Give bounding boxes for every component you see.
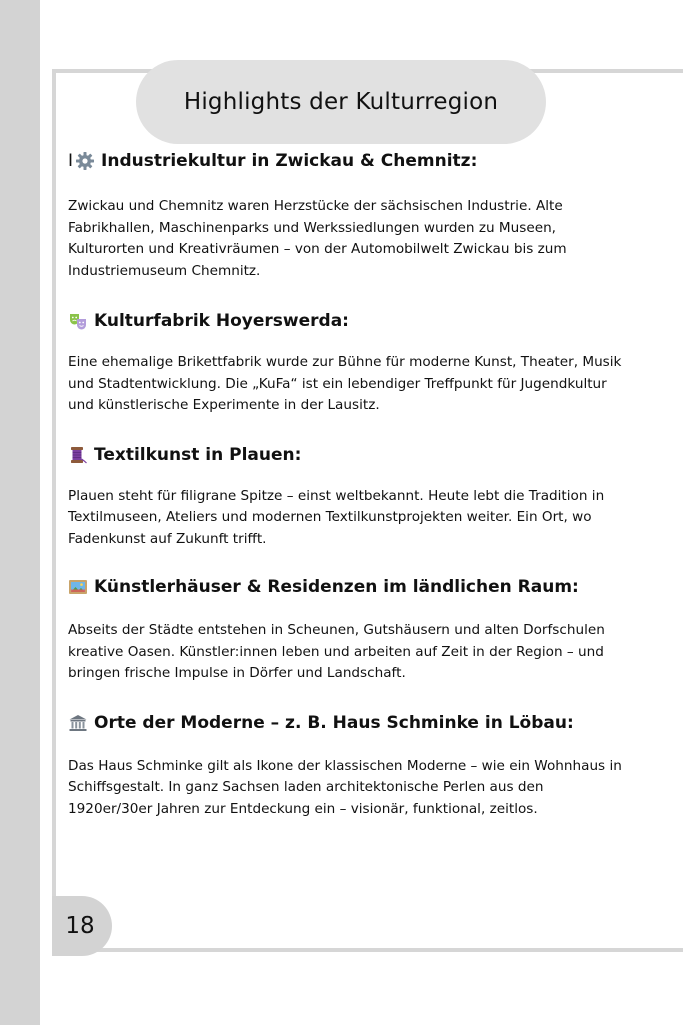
section-textilkunst — [68, 442, 628, 551]
section-body: Abseits der Städte entstehen in Scheunen, Gutshäusern und alten Dorfschulen kreative Oasen. Künstler:innen leben und arbeiten auf Zeit in der Region – und bringen frische Impulse in Dörfer und Landschaft. — [68, 622, 605, 681]
section-body: Das Haus Schminke gilt als Ikone der klassischen Moderne – wie ein Wohnhaus in Schiffsgestalt. In ganz Sachsen laden architektonische Perlen aus den 1920er/30er Jahren zur Entdeckung ein – visionär, funktional, zeitlos. — [68, 757, 622, 817]
section-heading-text: Orte der Moderne – z. B. Haus Schminke in Löbau: — [94, 712, 574, 733]
title-banner — [136, 60, 546, 144]
theater-masks-icon — [68, 311, 88, 331]
heading-prefix: I — [68, 151, 74, 171]
section-kulturfabrik — [68, 308, 628, 417]
classical-building-icon — [68, 713, 88, 733]
section-heading-text: Industriekultur in Zwickau & Chemnitz: — [101, 151, 478, 171]
page-number: 18 — [65, 913, 95, 939]
section-heading — [68, 574, 628, 600]
section-body: Plauen steht für filigrane Spitze – einst weltbekannt. Heute lebt die Tradition in Textilmuseen, Ateliers und modernen Textilkunstprojekten weiter. Ein Ort, wo Fadenkunst auf Zukunft trifft. — [68, 487, 605, 547]
gear-icon — [75, 151, 95, 171]
section-heading-text: Künstlerhäuser & Residenzen im ländlichen Raum: — [94, 577, 579, 597]
page-number-badge — [52, 896, 112, 956]
thread-spool-icon — [68, 445, 88, 465]
section-kuenstlerhaeuser — [68, 574, 628, 685]
section-body: Eine ehemalige Brikettfabrik wurde zur Bühne für moderne Kunst, Theater, Musik und Stadtentwicklung. Die „KuFa“ ist ein lebendiger Treffpunkt für Jugendkultur und künstlerische Experimente in der Lausitz. — [68, 354, 622, 413]
section-heading-text: Textilkunst in Plauen: — [94, 444, 302, 465]
section-body: Zwickau und Chemnitz waren Herzstücke der sächsischen Industrie. Alte Fabrikhallen, Maschinenparks und Werkssiedlungen wurden zu Museen, Kulturorten und Kreativräumen – von der Automobilwelt Zwickau bis zum Industriemuseum Chemnitz. — [68, 198, 567, 279]
section-orte-der-moderne — [68, 710, 628, 821]
section-heading — [68, 442, 628, 468]
page-title: Highlights der Kulturregion — [183, 89, 499, 115]
section-heading — [68, 710, 628, 736]
content-area — [68, 148, 628, 820]
section-heading — [68, 148, 628, 174]
section-heading-text: Kulturfabrik Hoyerswerda: — [94, 311, 349, 331]
section-heading — [68, 308, 628, 334]
left-margin-strip — [0, 0, 40, 1025]
framed-picture-icon — [68, 577, 88, 597]
section-industriekultur — [68, 148, 628, 282]
